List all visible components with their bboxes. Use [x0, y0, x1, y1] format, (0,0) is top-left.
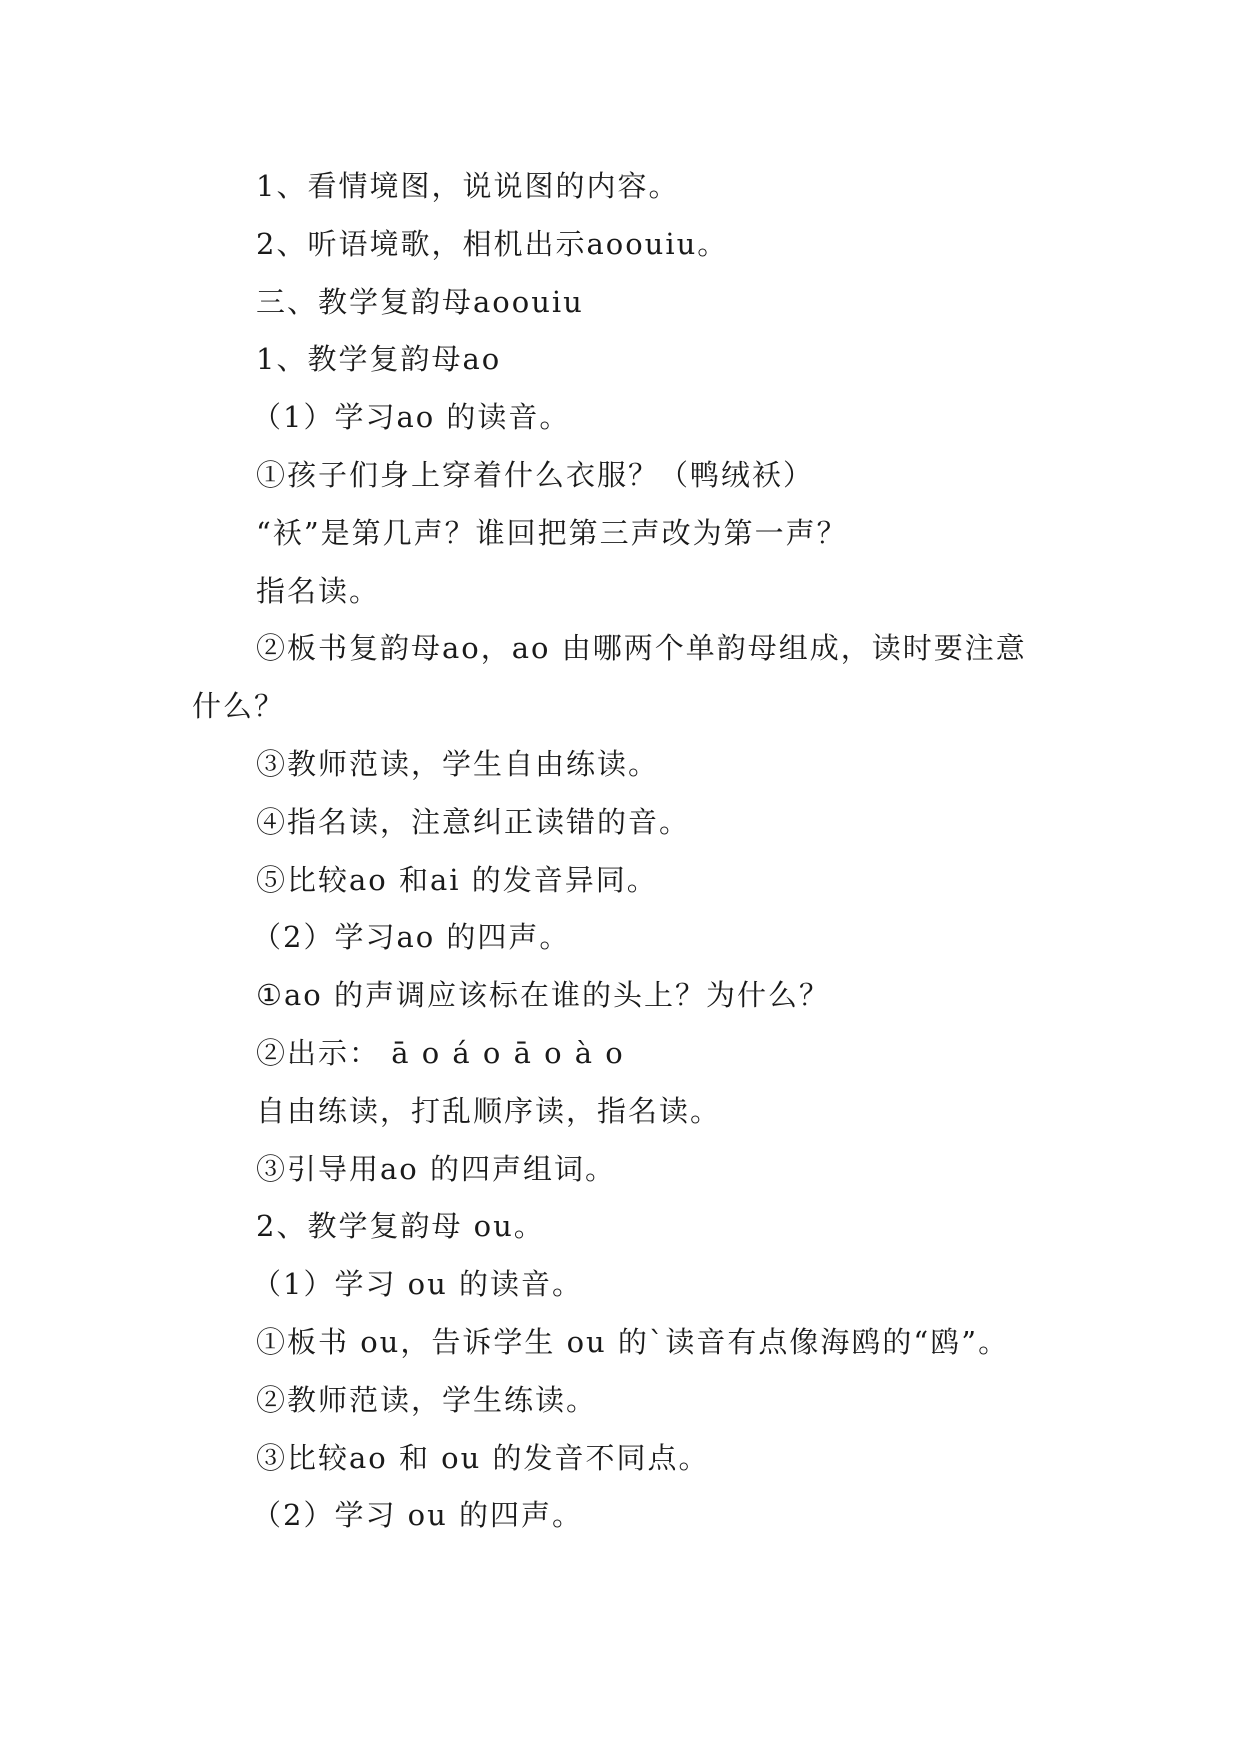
paragraph-line: ②板书复韵母ao，ao 由哪两个单韵母组成，读时要注意: [256, 631, 1027, 666]
paragraph-line: ②出示： ā o á o ā o à o: [256, 1035, 625, 1070]
paragraph-line: ③比较ao 和 ou 的发音不同点。: [256, 1440, 710, 1475]
paragraph-line: ⑤比较ao 和ai 的发音异同。: [256, 862, 658, 897]
paragraph-line: （2）学习ao 的四声。: [252, 920, 571, 955]
paragraph-line: 自由练读，打乱顺序读，指名读。: [256, 1093, 722, 1128]
paragraph-line: 2、听语境歌，相机出示aoouiu。: [256, 226, 729, 261]
paragraph-line: ③教师范读，学生自由练读。: [256, 746, 660, 781]
section-heading: 三、教学复韵母aoouiu: [256, 284, 584, 319]
paragraph-line: 1、看情境图，说说图的内容。: [256, 169, 680, 203]
paragraph-line: 指名读。: [256, 573, 381, 608]
paragraph-line: （1）学习 ou 的读音。: [252, 1267, 584, 1302]
paragraph-line: “袄”是第几声？谁回把第三声改为第一声？: [256, 515, 848, 550]
paragraph-line: ③引导用ao 的四声组词。: [256, 1151, 616, 1186]
paragraph-line: ④指名读，注意纠正读错的音。: [256, 804, 691, 839]
paragraph-line-continued: 什么？: [192, 689, 286, 724]
paragraph-line: ②教师范读，学生练读。: [256, 1382, 598, 1417]
document-body: [192, 158, 1072, 1545]
paragraph-line: （2）学习 ou 的四声。: [252, 1498, 584, 1533]
paragraph-line: ①孩子们身上穿着什么衣服？（鸭绒袄）: [256, 457, 815, 492]
paragraph-line: ①板书 ou，告诉学生 ou 的`读音有点像海鸥的“鸥”。: [256, 1324, 1010, 1359]
subsection-heading: 1、教学复韵母ao: [256, 342, 502, 377]
paragraph-line: ①ao 的声调应该标在谁的头上？为什么？: [256, 978, 830, 1013]
subsection-heading: 2、教学复韵母 ou。: [256, 1209, 545, 1244]
paragraph-line: （1）学习ao 的读音。: [252, 400, 571, 435]
